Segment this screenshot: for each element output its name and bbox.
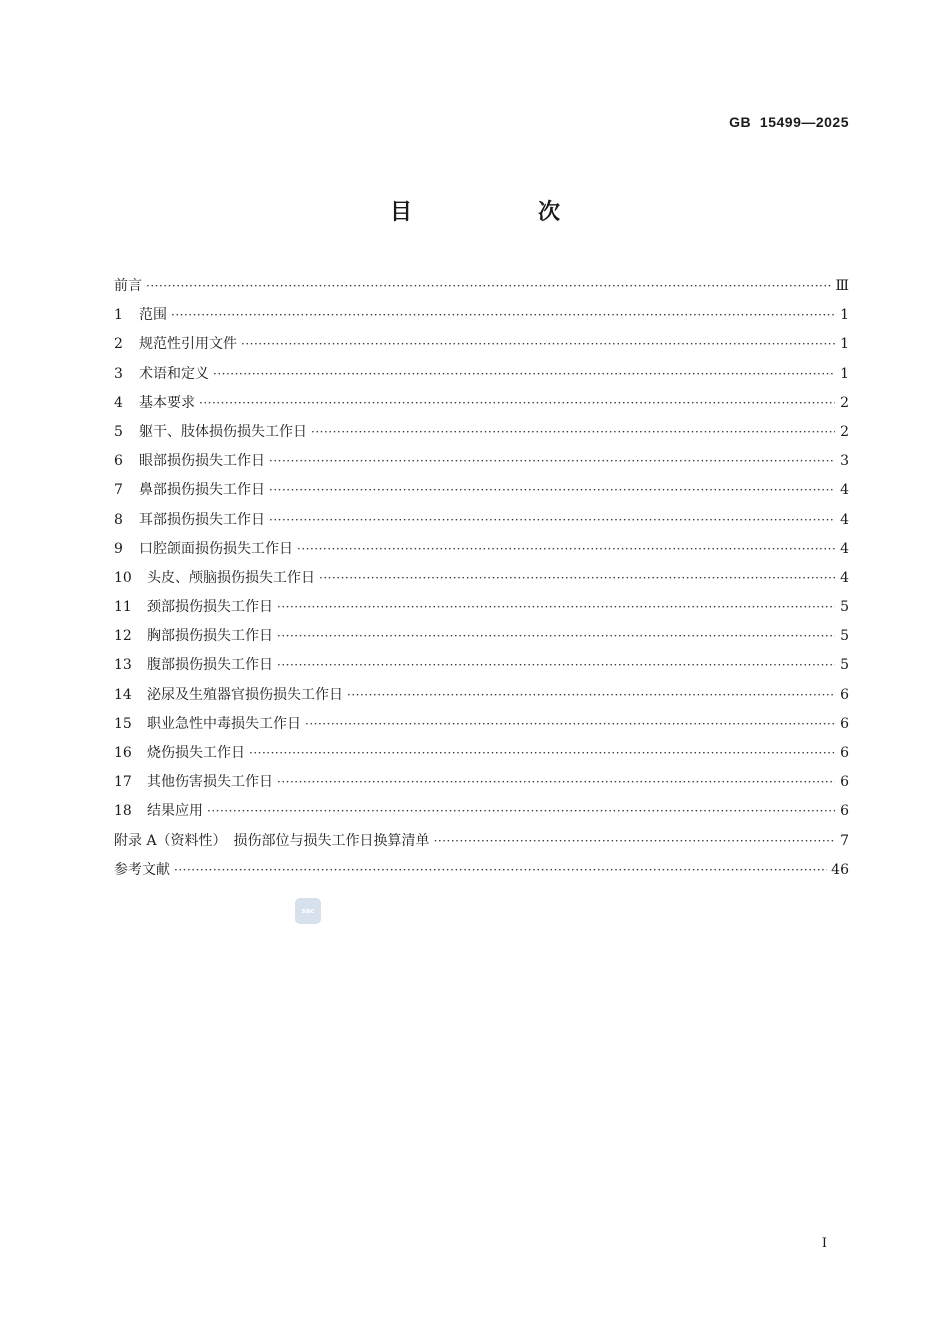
toc-entry-page: 6 — [840, 745, 849, 761]
toc-dot-leader — [319, 564, 835, 593]
toc-entry-number: 13 — [114, 657, 132, 674]
toc-dot-leader — [171, 301, 835, 330]
toc-dot-leader — [297, 535, 835, 564]
toc-entry-label: 参考文献 — [114, 861, 170, 878]
toc-entry-4[interactable] — [114, 389, 849, 418]
page-title: 目 次 — [389, 200, 612, 225]
toc-entry-7[interactable] — [114, 476, 849, 505]
toc-entry-number: 8 — [114, 511, 123, 528]
toc-dot-leader — [269, 447, 835, 476]
toc-entry-page: 1 — [840, 336, 849, 353]
toc-entry-page: 2 — [840, 423, 849, 440]
toc-dot-leader — [305, 710, 835, 739]
toc-entry-number: 4 — [114, 394, 123, 411]
toc-dot-leader — [199, 389, 835, 418]
toc-entry-number: 14 — [114, 686, 132, 703]
toc-entry-page: 4 — [840, 482, 849, 499]
toc-entry-label: 基本要求 — [139, 394, 195, 411]
toc-entry-page: 5 — [840, 657, 849, 674]
toc-entry-6[interactable] — [114, 447, 849, 476]
toc-entry-foreword[interactable] — [114, 272, 849, 301]
toc-entry-label: 范围 — [139, 307, 167, 324]
toc-dot-leader — [311, 418, 835, 447]
toc-entry-page: 1 — [840, 307, 849, 324]
toc-entry-label: 职业急性中毒损失工作日 — [147, 715, 301, 732]
toc-dot-leader — [347, 681, 835, 710]
toc-entry-1[interactable] — [114, 301, 849, 330]
toc-entry-number: 3 — [114, 365, 123, 382]
toc-entry-number: 1 — [114, 307, 123, 324]
toc-entry-label: 耳部损伤损失工作日 — [139, 511, 265, 528]
toc-entry-13[interactable] — [114, 651, 849, 680]
toc-entry-label: 附录 A（资料性） 损伤部位与损失工作日换算清单 — [114, 832, 430, 849]
toc-entry-label: 泌尿及生殖器官损伤损失工作日 — [147, 686, 343, 703]
toc-dot-leader — [207, 797, 835, 826]
toc-entry-page: 4 — [840, 569, 849, 586]
toc-dot-leader — [249, 739, 835, 768]
toc-entry-number: 12 — [114, 628, 132, 645]
standard-code: GB 15499—2025 — [729, 114, 849, 130]
sac-watermark-logo — [295, 898, 321, 924]
toc-dot-leader — [434, 827, 835, 856]
toc-entry-label: 烧伤损失工作日 — [147, 745, 245, 761]
toc-entry-label: 头皮、颅脑损伤损失工作日 — [147, 569, 315, 586]
toc-entry-label: 前言 — [114, 278, 142, 294]
toc-entry-15[interactable] — [114, 710, 849, 739]
toc-entry-10[interactable] — [114, 564, 849, 593]
toc-entry-label: 口腔颌面损伤损失工作日 — [139, 540, 293, 557]
toc-entry-appendix-a[interactable] — [114, 827, 849, 856]
toc-dot-leader — [213, 360, 835, 389]
table-of-contents — [114, 272, 849, 885]
toc-entry-number: 9 — [114, 540, 123, 557]
toc-entry-page: 4 — [840, 511, 849, 528]
toc-dot-leader — [174, 856, 827, 885]
toc-entry-5[interactable] — [114, 418, 849, 447]
toc-entry-label: 躯干、肢体损伤损失工作日 — [139, 423, 307, 440]
toc-dot-leader — [277, 651, 835, 680]
toc-dot-leader — [277, 593, 835, 622]
toc-entry-page: 2 — [840, 394, 849, 411]
toc-entry-label: 规范性引用文件 — [139, 336, 237, 353]
toc-entry-number: 16 — [114, 745, 132, 761]
toc-entry-18[interactable] — [114, 797, 849, 826]
toc-entry-label: 眼部损伤损失工作日 — [139, 453, 265, 470]
toc-entry-page: 6 — [840, 774, 849, 791]
toc-entry-page: 1 — [840, 365, 849, 382]
toc-entry-11[interactable] — [114, 593, 849, 622]
toc-entry-number: 7 — [114, 482, 123, 499]
toc-dot-leader — [277, 622, 835, 651]
toc-entry-number: 17 — [114, 774, 132, 791]
toc-entry-page: 3 — [840, 453, 849, 470]
toc-dot-leader — [269, 506, 835, 535]
toc-entry-12[interactable] — [114, 622, 849, 651]
toc-entry-number: 2 — [114, 336, 123, 353]
toc-entry-14[interactable] — [114, 681, 849, 710]
toc-entry-label: 术语和定义 — [139, 365, 209, 382]
toc-dot-leader — [146, 272, 831, 301]
toc-entry-number: 10 — [114, 569, 132, 586]
toc-entry-bibliography[interactable] — [114, 856, 849, 885]
toc-entry-label: 颈部损伤损失工作日 — [147, 599, 273, 616]
toc-entry-3[interactable] — [114, 360, 849, 389]
toc-entry-page: 46 — [831, 861, 849, 878]
watermark-text: sac — [301, 907, 315, 915]
toc-entry-label: 结果应用 — [147, 803, 203, 820]
toc-entry-page: 7 — [840, 832, 849, 849]
toc-entry-page: 4 — [840, 540, 849, 557]
toc-entry-number: 15 — [114, 715, 132, 732]
toc-entry-9[interactable] — [114, 535, 849, 564]
toc-entry-page: 6 — [840, 715, 849, 732]
page-number: I — [821, 1236, 827, 1251]
toc-entry-page: 5 — [840, 628, 849, 645]
toc-dot-leader — [241, 330, 835, 359]
toc-entry-page: 6 — [840, 686, 849, 703]
toc-entry-number: 11 — [114, 599, 132, 616]
toc-entry-number: 18 — [114, 803, 132, 820]
toc-dot-leader — [277, 768, 835, 797]
toc-entry-label: 鼻部损伤损失工作日 — [139, 482, 265, 499]
toc-dot-leader — [269, 476, 835, 505]
toc-entry-page: Ⅲ — [835, 278, 849, 294]
toc-entry-number: 5 — [114, 423, 123, 440]
toc-entry-page: 6 — [840, 803, 849, 820]
toc-entry-label: 其他伤害损失工作日 — [147, 774, 273, 791]
toc-entry-17[interactable] — [114, 768, 849, 797]
toc-entry-label: 腹部损伤损失工作日 — [147, 657, 273, 674]
toc-entry-8[interactable] — [114, 506, 849, 535]
toc-entry-label: 胸部损伤损失工作日 — [147, 628, 273, 645]
toc-entry-number: 6 — [114, 453, 123, 470]
toc-entry-16[interactable] — [114, 739, 849, 768]
toc-entry-page: 5 — [840, 599, 849, 616]
toc-entry-2[interactable] — [114, 330, 849, 359]
